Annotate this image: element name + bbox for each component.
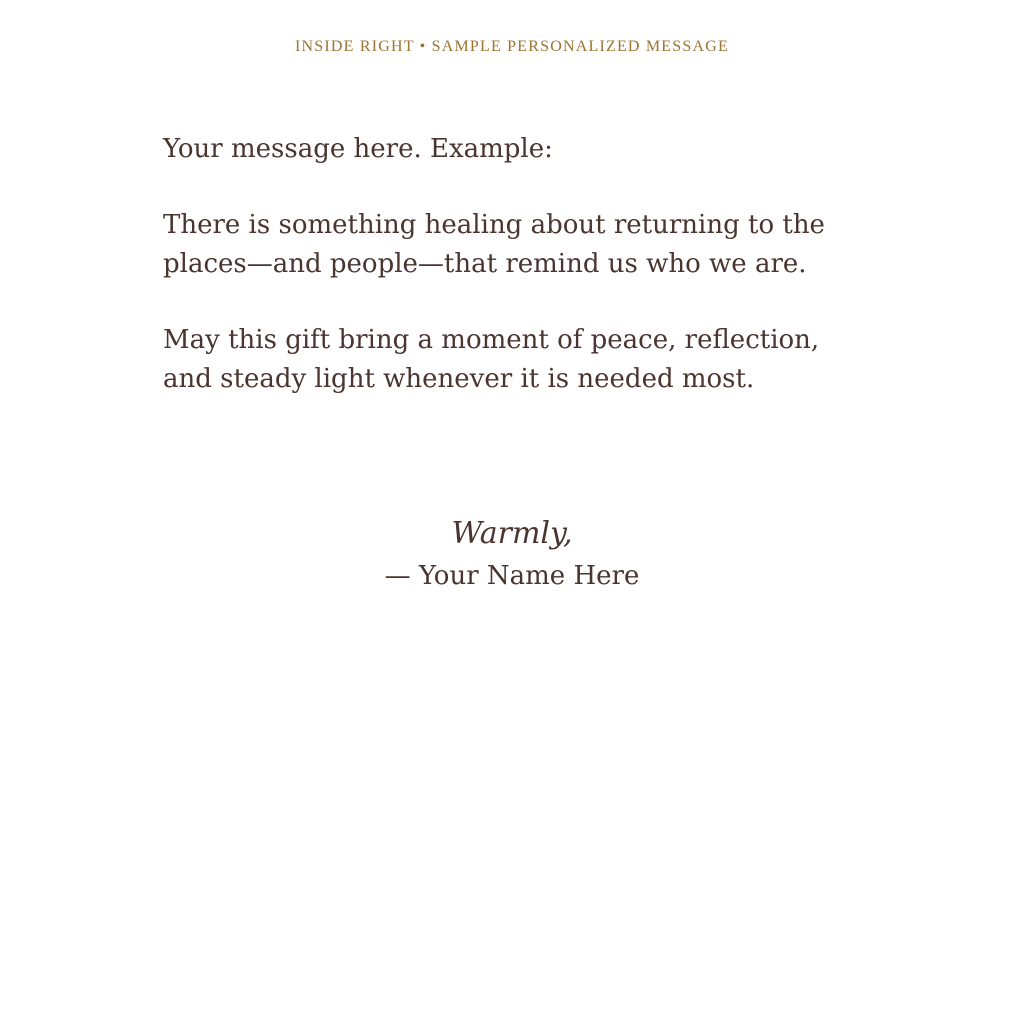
message-paragraph-2: May this gift bring a moment of peace, reflection, and steady light whenever it is needed most. [163, 325, 820, 394]
message-intro: Your message here. Example: [163, 134, 553, 164]
signature-name: — Your Name Here [384, 561, 640, 591]
signoff-block [0, 512, 1024, 598]
closing-text: Warmly, [451, 516, 573, 551]
message-body [163, 130, 863, 436]
message-paragraph-1: There is something healing about returning to the places—and people—that remind us who we are. [163, 210, 825, 279]
page-header-label: INSIDE RIGHT • SAMPLE PERSONALIZED MESSAGE [295, 38, 729, 55]
